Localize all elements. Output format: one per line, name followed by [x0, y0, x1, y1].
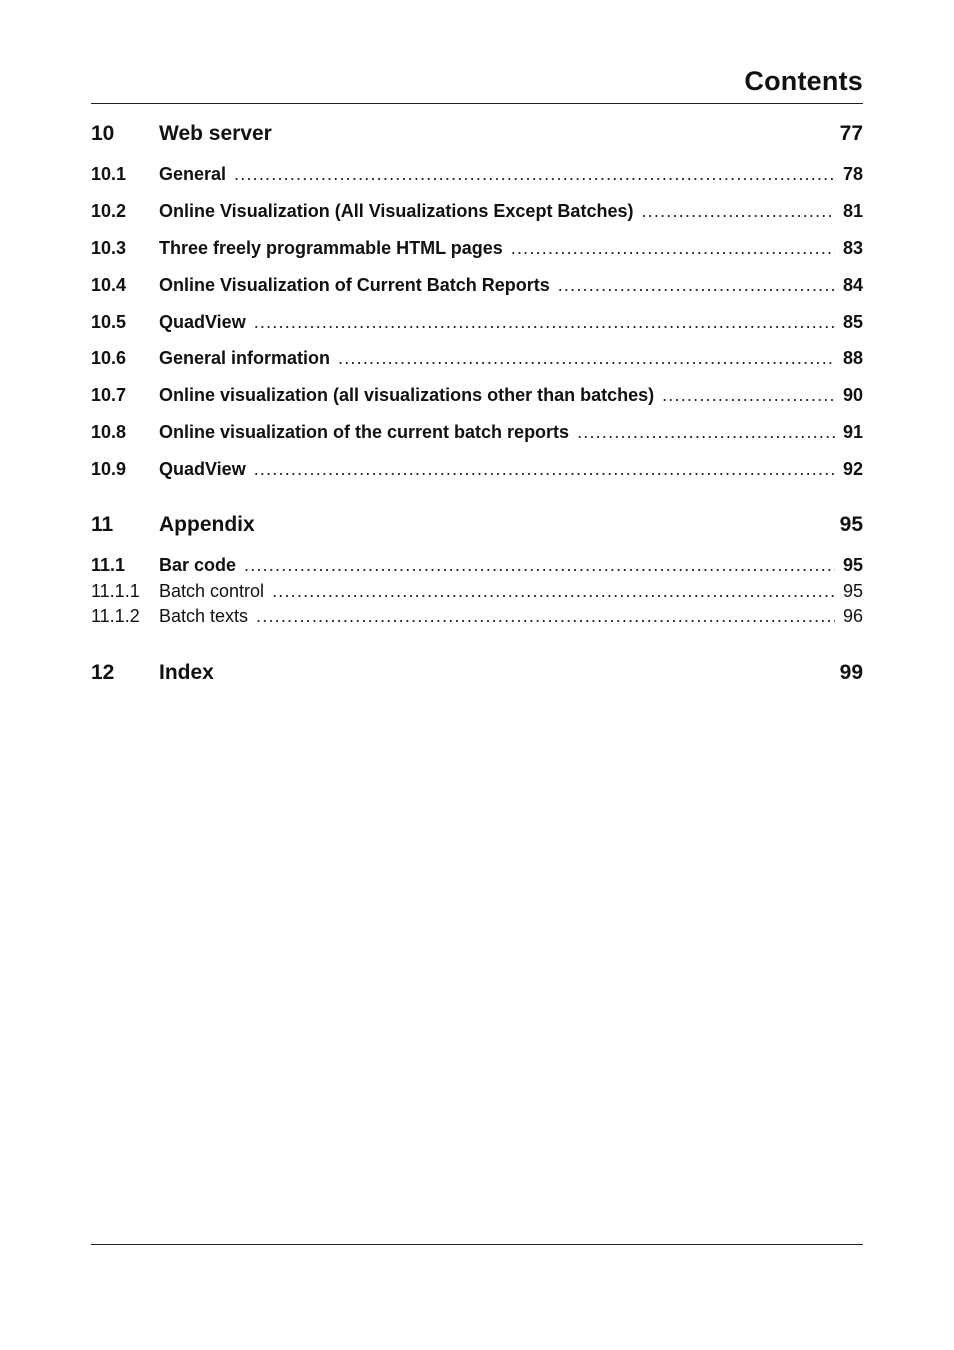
chapter-number: 10 — [91, 122, 115, 145]
footer-divider — [91, 1244, 863, 1245]
dot-leader — [662, 385, 835, 406]
entry-page: 81 — [842, 201, 863, 221]
dot-leader — [254, 312, 835, 333]
entry-number: 10.8 — [91, 422, 127, 442]
dot-leader — [641, 201, 835, 222]
entry-title: Online Visualization (All Visualizations Except Batches) — [159, 201, 634, 221]
chapter-page: 95 — [839, 513, 863, 536]
entry-number: 10.7 — [91, 385, 127, 405]
entry-page: 84 — [842, 275, 863, 295]
entry-title: Batch texts — [159, 606, 249, 626]
dot-leader — [244, 555, 835, 576]
entry-page: 95 — [842, 555, 863, 575]
entry-number: 10.2 — [91, 201, 127, 221]
toc-chapter-10[interactable] — [91, 122, 863, 146]
entry-page: 90 — [842, 385, 863, 405]
chapter-title: Index — [159, 661, 214, 684]
toc-entry-10-4[interactable] — [91, 275, 863, 296]
toc-entry-10-9[interactable] — [91, 459, 863, 480]
entry-title: QuadView — [159, 312, 246, 332]
entry-page: 78 — [842, 164, 863, 184]
dot-leader — [338, 348, 835, 369]
toc-entry-10-5[interactable] — [91, 312, 863, 333]
entry-number: 10.6 — [91, 348, 127, 368]
toc-chapter-12[interactable] — [91, 661, 863, 685]
dot-leader — [511, 238, 835, 259]
entry-number: 11.1.1 — [91, 581, 140, 601]
toc-entry-10-1[interactable] — [91, 164, 863, 185]
entry-title: General — [159, 164, 227, 184]
entry-page: 85 — [842, 312, 863, 332]
chapter-title: Web server — [159, 122, 272, 145]
entry-title: Online Visualization of Current Batch Reports — [159, 275, 550, 295]
entry-number: 11.1.2 — [91, 606, 140, 626]
page-title: Contents — [744, 66, 863, 96]
entry-page: 92 — [842, 459, 863, 479]
entry-title: Batch control — [159, 581, 265, 601]
toc-entry-10-3[interactable] — [91, 238, 863, 259]
dot-leader — [558, 275, 835, 296]
toc-entry-11-1-1[interactable] — [91, 581, 863, 602]
dot-leader — [577, 422, 835, 443]
entry-title: QuadView — [159, 459, 246, 479]
entry-number: 10.1 — [91, 164, 127, 184]
chapter-title: Appendix — [159, 513, 255, 536]
entry-page: 95 — [842, 581, 863, 601]
entry-page: 88 — [842, 348, 863, 368]
toc-entry-11-1-2[interactable] — [91, 606, 863, 627]
chapter-number: 12 — [91, 661, 115, 684]
entry-number: 10.9 — [91, 459, 127, 479]
dot-leader — [256, 606, 835, 627]
dot-leader — [254, 459, 835, 480]
dot-leader — [272, 581, 835, 602]
entry-title: Bar code — [159, 555, 237, 575]
entry-page: 83 — [842, 238, 863, 258]
toc-entry-10-7[interactable] — [91, 385, 863, 406]
header-divider — [91, 103, 863, 104]
entry-title: Online visualization of the current batch reports — [159, 422, 570, 442]
entry-number: 10.4 — [91, 275, 127, 295]
toc-entry-10-8[interactable] — [91, 422, 863, 443]
toc-entry-10-6[interactable] — [91, 348, 863, 369]
toc-entry-11-1[interactable] — [91, 555, 863, 576]
chapter-page: 99 — [839, 661, 863, 684]
toc-entry-10-2[interactable] — [91, 201, 863, 222]
entry-title: Online visualization (all visualizations other than batches) — [159, 385, 655, 405]
entry-page: 91 — [842, 422, 863, 442]
entry-title: Three freely programmable HTML pages — [159, 238, 503, 258]
toc-page — [91, 0, 863, 1350]
entry-page: 96 — [842, 606, 863, 626]
chapter-page: 77 — [839, 122, 863, 145]
entry-number: 11.1 — [91, 555, 126, 575]
entry-number: 10.5 — [91, 312, 127, 332]
entry-title: General information — [159, 348, 331, 368]
dot-leader — [234, 164, 835, 185]
entry-number: 10.3 — [91, 238, 127, 258]
chapter-number: 11 — [91, 513, 114, 536]
toc-chapter-11[interactable] — [91, 513, 863, 537]
